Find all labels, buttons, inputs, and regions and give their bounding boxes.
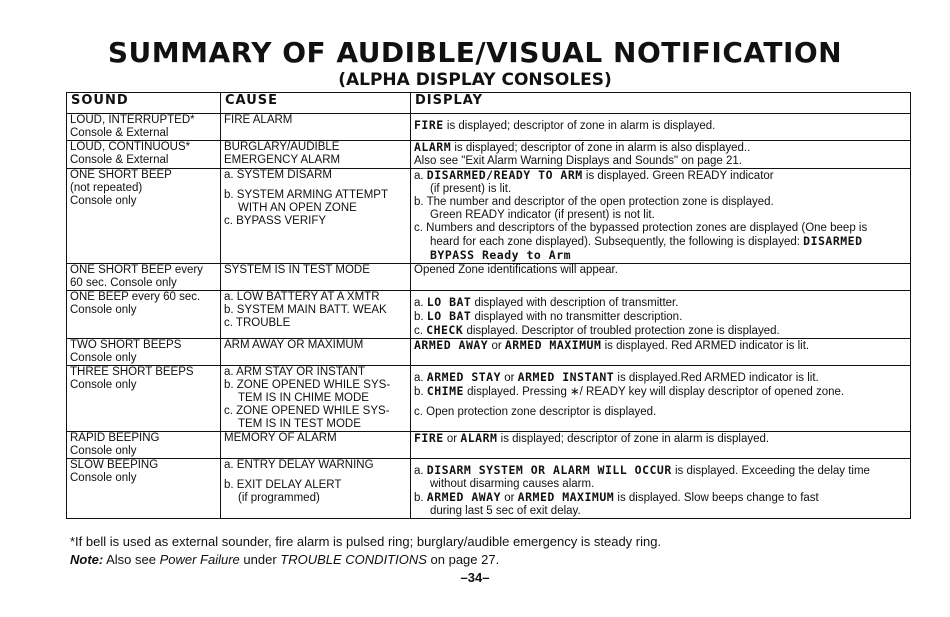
cause-line: b. SYSTEM MAIN BATT. WEAK: [224, 304, 387, 316]
display-cell: [411, 264, 911, 291]
sound-line: Console only: [70, 304, 137, 316]
lcd-text: BYPASS Ready to Arm: [430, 248, 572, 262]
display-cell: [411, 141, 911, 169]
header-display: DISPLAY: [411, 93, 911, 114]
display-cell: [411, 366, 911, 432]
display-text: is displayed; descriptor of zone in alarm is also displayed..: [451, 142, 751, 154]
display-line: [414, 141, 907, 155]
sound-cell: [67, 291, 221, 339]
note-text: Also see: [103, 552, 160, 567]
lcd-text: ALARM: [414, 140, 452, 154]
display-line: Opened Zone identifications will appear.: [414, 264, 618, 276]
sound-cell: [67, 339, 221, 366]
sound-cell: [67, 264, 221, 291]
sound-cell: [67, 432, 221, 459]
cause-cell: [221, 264, 411, 291]
sound-line: Console & External: [70, 127, 169, 139]
display-line: [414, 169, 907, 183]
display-text: or: [488, 340, 505, 352]
cause-line: b. SYSTEM ARMING ATTEMPT: [224, 189, 389, 201]
sound-line: Console & External: [70, 154, 169, 166]
lcd-text: ARMED STAY: [426, 370, 502, 384]
lcd-text: DISARM SYSTEM OR ALARM WILL OCCUR: [426, 463, 672, 477]
table-row: [67, 291, 911, 339]
cause-line: b. ZONE OPENED WHILE SYS-: [224, 379, 391, 391]
display-line: [414, 339, 907, 353]
display-text: is displayed. Red ARMED indicator is lit.: [601, 340, 810, 352]
lcd-text: ARMED MAXIMUM: [504, 338, 602, 352]
sound-line: Console only: [70, 379, 137, 391]
display-line: [414, 385, 907, 399]
display-line: Green READY indicator (if present) is not lit.: [430, 209, 655, 221]
cause-line: c. BYPASS VERIFY: [224, 215, 327, 227]
lcd-text: ARMED INSTANT: [517, 370, 615, 384]
sound-line: ONE SHORT BEEP: [70, 169, 172, 181]
display-line: [414, 371, 907, 385]
sound-line: 60 sec. Console only: [70, 277, 177, 289]
display-cell: [411, 432, 911, 459]
sound-line: THREE SHORT BEEPS: [70, 366, 194, 378]
display-line: [414, 491, 907, 505]
lcd-text: LO BAT: [426, 309, 472, 323]
note-text: under: [239, 552, 281, 567]
display-line: c. Open protection zone descriptor is displayed.: [414, 406, 657, 418]
display-text: is displayed. Slow beeps change to fast: [614, 492, 819, 504]
cause-line: TEM IS IN CHIME MODE: [238, 392, 369, 404]
table-row: [67, 432, 911, 459]
header-cause: CAUSE: [221, 93, 411, 114]
cause-line: c. ZONE OPENED WHILE SYS-: [224, 405, 390, 417]
cause-line: BURGLARY/AUDIBLE: [224, 141, 340, 153]
lcd-text: CHIME: [426, 384, 464, 398]
page-subtitle: (ALPHA DISPLAY CONSOLES): [338, 70, 612, 90]
display-line: during last 5 sec of exit delay.: [430, 505, 581, 517]
display-text: displayed. Descriptor of troubled protection zone is displayed.: [463, 325, 780, 337]
note-text: on page 27.: [426, 552, 500, 567]
display-cell: [411, 169, 911, 264]
display-text: displayed with no transmitter description.: [471, 311, 683, 323]
lcd-text: FIRE: [414, 431, 444, 445]
page-number: –34–: [460, 570, 490, 585]
cause-line: EMERGENCY ALARM: [224, 154, 341, 166]
notification-table: [66, 92, 911, 519]
note-emphasis: Power Failure: [159, 552, 240, 567]
cause-cell: [221, 141, 411, 169]
note-label: Note:: [70, 552, 104, 567]
display-line: [414, 296, 907, 310]
cause-line: WITH AN OPEN ZONE: [238, 202, 357, 214]
display-line: [414, 119, 907, 133]
display-text: is displayed. Exceeding the delay time: [671, 465, 870, 477]
display-text: or: [501, 372, 518, 384]
sound-line: Console only: [70, 445, 137, 457]
display-line: [414, 324, 907, 338]
sound-cell: [67, 459, 221, 519]
sound-line: Console only: [70, 195, 137, 207]
cause-line: b. EXIT DELAY ALERT: [224, 479, 342, 491]
cause-line: c. TROUBLE: [224, 317, 291, 329]
display-text: displayed. Pressing ∗/ READY key will display descriptor of opened zone.: [463, 386, 845, 398]
cause-cell: [221, 366, 411, 432]
cause-line: FIRE ALARM: [224, 114, 293, 126]
sound-line: Console only: [70, 472, 137, 484]
display-text: is displayed. Green READY indicator: [582, 170, 774, 182]
table-row: [67, 366, 911, 432]
item-prefix: a.: [414, 170, 427, 182]
item-prefix: a.: [414, 465, 427, 477]
display-text: or: [443, 433, 461, 445]
cause-line: SYSTEM IS IN TEST MODE: [224, 264, 370, 276]
display-line: [414, 432, 907, 446]
cause-line: a. SYSTEM DISARM: [224, 169, 332, 181]
cause-line: TEM IS IN TEST MODE: [238, 418, 361, 430]
cause-line: a. LOW BATTERY AT A XMTR: [224, 291, 380, 303]
cause-line: a. ENTRY DELAY WARNING: [224, 459, 374, 471]
table-row: [67, 141, 911, 169]
item-prefix: c.: [414, 325, 427, 337]
table-header-row: [67, 93, 911, 114]
lcd-text: ALARM: [460, 431, 498, 445]
item-prefix: a.: [414, 372, 427, 384]
display-line: [414, 464, 907, 478]
table-row: [67, 339, 911, 366]
sound-line: LOUD, INTERRUPTED*: [70, 114, 195, 126]
item-prefix: b.: [414, 386, 427, 398]
display-line: [414, 235, 907, 249]
display-cell: [411, 459, 911, 519]
table-row: [67, 264, 911, 291]
lcd-text: ARMED MAXIMUM: [517, 490, 615, 504]
display-cell: [411, 339, 911, 366]
footnote: *If bell is used as external sounder, fire alarm is pulsed ring; burglary/audible emergency is steady ring.: [70, 534, 662, 549]
lcd-text: CHECK: [426, 323, 464, 337]
page-title: SUMMARY OF AUDIBLE/VISUAL NOTIFICATION: [107, 36, 843, 69]
display-line: without disarming causes alarm.: [430, 478, 595, 490]
table-row: [67, 169, 911, 264]
cause-cell: [221, 291, 411, 339]
display-line: [414, 249, 907, 263]
display-cell: [411, 114, 911, 141]
display-line: Also see "Exit Alarm Warning Displays and Sounds" on page 21.: [414, 155, 742, 167]
cause-cell: [221, 432, 411, 459]
sound-cell: [67, 169, 221, 264]
item-prefix: b.: [414, 492, 427, 504]
cause-cell: [221, 169, 411, 264]
header-sound: SOUND: [67, 93, 221, 114]
cause-cell: [221, 339, 411, 366]
cause-cell: [221, 459, 411, 519]
display-text: is displayed.Red ARMED indicator is lit.: [614, 372, 819, 384]
display-cell: [411, 291, 911, 339]
sound-line: SLOW BEEPING: [70, 459, 159, 471]
lcd-text: ARMED AWAY: [426, 490, 502, 504]
lcd-text: ARMED AWAY: [414, 338, 489, 352]
display-line: [414, 310, 907, 324]
item-prefix: a.: [414, 297, 427, 309]
display-text: or: [501, 492, 518, 504]
sound-line: RAPID BEEPING: [70, 432, 160, 444]
display-text: heard for each zone displayed). Subsequently, the following is displayed:: [430, 236, 804, 248]
lcd-text: DISARMED: [803, 234, 863, 248]
table-row: [67, 114, 911, 141]
display-line: b. The number and descriptor of the open protection zone is displayed.: [414, 196, 774, 208]
sound-line: ONE SHORT BEEP every: [70, 264, 203, 276]
table-row: [67, 459, 911, 519]
sound-cell: [67, 141, 221, 169]
cause-line: MEMORY OF ALARM: [224, 432, 337, 444]
lcd-text: DISARMED/READY TO ARM: [426, 168, 583, 182]
cause-line: (if programmed): [238, 492, 320, 504]
sound-line: (not repeated): [70, 182, 143, 194]
sound-cell: [67, 114, 221, 141]
note-emphasis: TROUBLE CONDITIONS: [280, 552, 427, 567]
sound-line: Console only: [70, 352, 137, 364]
display-line: (if present) is lit.: [430, 183, 512, 195]
display-text: is displayed; descriptor of zone in alarm is displayed.: [443, 120, 716, 132]
sound-line: LOUD, CONTINUOUS*: [70, 141, 191, 153]
note: [70, 552, 499, 567]
display-text: displayed with description of transmitter.: [471, 297, 679, 309]
sound-cell: [67, 366, 221, 432]
display-line: c. Numbers and descriptors of the bypassed protection zones are displayed (One beep is: [414, 222, 868, 234]
cause-line: ARM AWAY OR MAXIMUM: [224, 339, 364, 351]
cause-line: a. ARM STAY OR INSTANT: [224, 366, 366, 378]
lcd-text: LO BAT: [426, 295, 472, 309]
sound-line: ONE BEEP every 60 sec.: [70, 291, 201, 303]
item-prefix: b.: [414, 311, 427, 323]
cause-cell: [221, 114, 411, 141]
sound-line: TWO SHORT BEEPS: [70, 339, 182, 351]
lcd-text: FIRE: [414, 118, 444, 132]
display-text: is displayed; descriptor of zone in alarm is displayed.: [497, 433, 770, 445]
